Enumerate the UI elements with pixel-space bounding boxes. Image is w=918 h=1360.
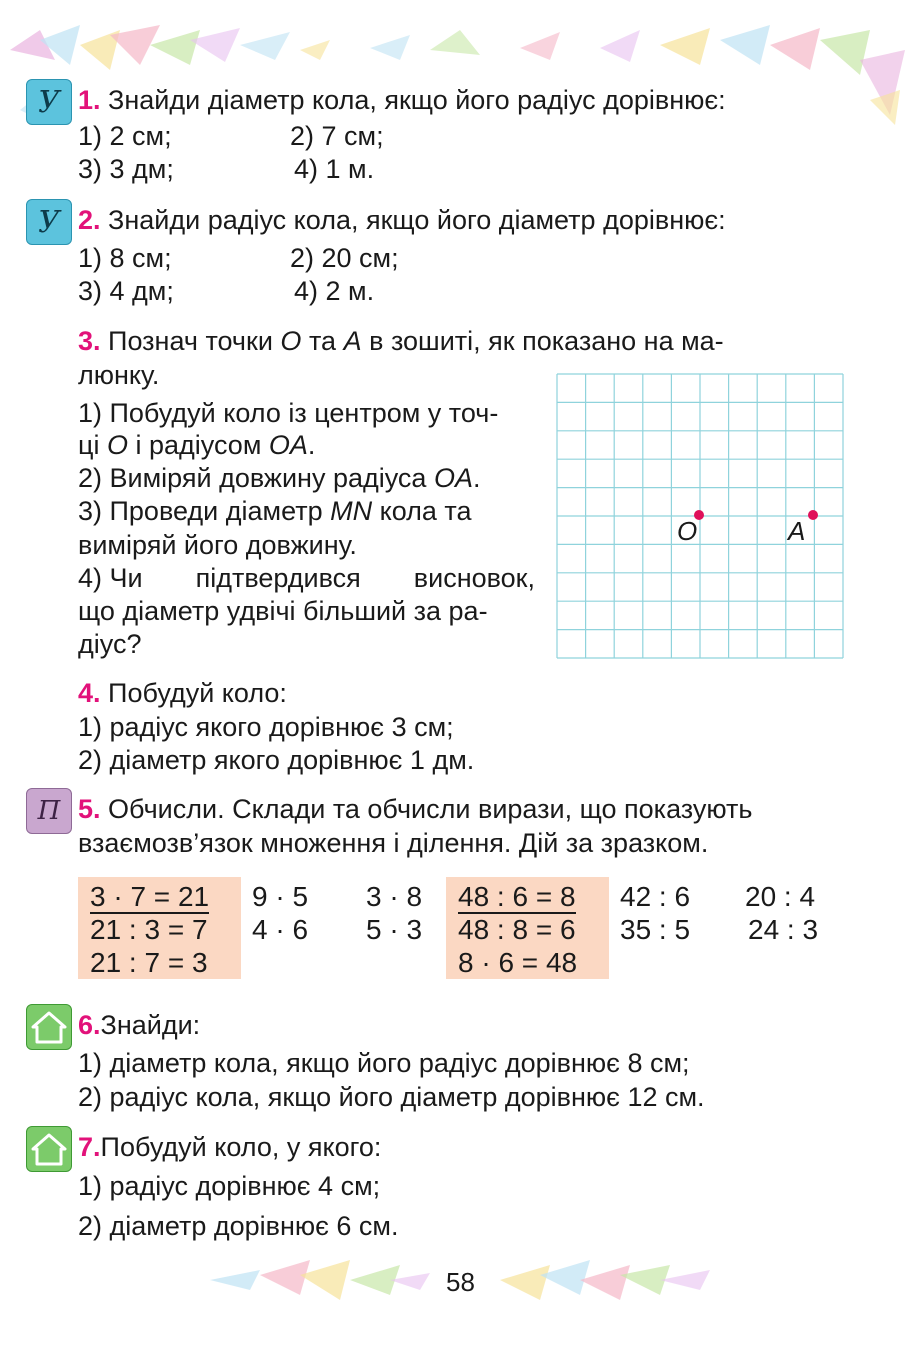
step-3a-text-2: кола та — [379, 496, 472, 526]
exercise-7-badge — [26, 1126, 72, 1172]
task-20div4: 20 : 4 — [745, 881, 816, 912]
exercise-1-title — [78, 83, 726, 117]
exercise-4-title — [78, 676, 287, 710]
house-icon — [27, 1005, 71, 1049]
sample-2-line-1 — [458, 880, 576, 913]
exercise-4-text: Побудуй коло: — [108, 678, 287, 708]
exercise-5-number: 5. — [78, 794, 101, 824]
exercise-3-text-3: в зошиті, як показано на ма- — [369, 326, 724, 356]
exercise-1-number: 1. — [78, 85, 101, 115]
grid-label-o: O — [677, 516, 698, 546]
sample-1-line-1 — [90, 880, 209, 913]
exercise-3-step-4b: що діаметр удвічі більший за ра- — [78, 596, 488, 626]
exercise-2-option-2: 2) 20 см; — [290, 243, 399, 273]
task-42div6: 42 : 6 — [620, 881, 691, 912]
exercise-6-step-2: 2) радіус кола, якщо його діаметр дорівнює 12 см. — [78, 1082, 705, 1112]
exercise-6-step-1: 1) діаметр кола, якщо його радіус дорівнює 8 см; — [78, 1048, 690, 1078]
sample-2-eq-1: 48 : 6 = 8 — [458, 881, 576, 912]
exercise-4-number: 4. — [78, 678, 101, 708]
exercise-3-step-4a — [78, 561, 535, 595]
letter-p-icon: П — [37, 796, 61, 826]
exercise-2-number: 2. — [78, 205, 101, 235]
exercise-3-step-2 — [78, 461, 481, 495]
step-3a-diameter-mn: MN — [330, 496, 373, 526]
exercise-7-title — [78, 1130, 381, 1164]
point-a-dot — [808, 510, 818, 520]
exercise-3-step-1a: 1) Побудуй коло із центром у точ- — [78, 398, 499, 428]
step-1b-segment-oa: OA — [268, 430, 308, 460]
exercise-6-badge — [26, 1004, 72, 1050]
exercise-6-number: 6. — [78, 1010, 101, 1040]
grid-label-a: A — [788, 516, 806, 546]
sample-2-line-2: 48 : 8 = 6 — [458, 914, 576, 945]
exercise-3-title-line-2: люнку. — [78, 360, 160, 390]
exercise-1-option-3: 3) 3 дм; — [78, 154, 174, 184]
task-3x8: 3 · 8 — [366, 881, 423, 912]
exercise-5-title-1 — [78, 792, 752, 826]
sample-1-line-2: 21 : 3 = 7 — [90, 914, 208, 945]
exercise-1-badge — [26, 79, 72, 125]
exercise-1-option-1: 1) 2 см; — [78, 121, 172, 151]
letter-u-icon: У — [38, 84, 60, 120]
exercise-2-text: Знайди радіус кола, якщо його діаметр дорівнює: — [108, 205, 726, 235]
exercise-3-step-3b: виміряй його довжину. — [78, 530, 357, 560]
exercise-3-text-2: та — [308, 326, 337, 356]
exercise-3-title — [78, 324, 724, 358]
exercise-6-title — [78, 1008, 200, 1042]
point-o-label: O — [280, 326, 302, 356]
exercise-4-step-1: 1) радіус якого дорівнює 3 см; — [78, 712, 454, 742]
exercise-3-text-1: Познач точки — [108, 326, 273, 356]
exercise-2-option-3: 3) 4 дм; — [78, 276, 174, 306]
step-2-period: . — [472, 463, 481, 493]
exercise-4-step-2: 2) діаметр якого дорівнює 1 дм. — [78, 745, 475, 775]
step-4a-word-2: підтвердився — [195, 563, 361, 593]
task-35div5: 35 : 5 — [620, 914, 691, 945]
exercise-2-option-1: 1) 8 см; — [78, 243, 172, 273]
exercise-7-step-2: 2) діаметр дорівнює 6 см. — [78, 1211, 399, 1241]
exercise-3-step-1b — [78, 428, 315, 462]
step-4a-word-3: висновок, — [413, 563, 535, 593]
exercise-6-text: Знайди: — [100, 1010, 201, 1040]
sample-1-eq-1: 3 · 7 = 21 — [90, 881, 210, 912]
step-1b-point-o: O — [106, 430, 128, 460]
exercise-2-option-4: 4) 2 м. — [294, 276, 375, 306]
task-5x3: 5 · 3 — [366, 914, 423, 945]
sample-1-line-3: 21 : 7 = 3 — [90, 947, 208, 978]
exercise-7-text: Побудуй коло, у якого: — [100, 1132, 382, 1162]
step-3a-text: 3) Проведи діаметр — [78, 496, 323, 526]
step-1b-period: . — [307, 430, 316, 460]
exercise-2-badge — [26, 199, 72, 245]
step-1b-text-2: і радіусом — [135, 430, 262, 460]
sample-2-line-3: 8 · 6 = 48 — [458, 947, 578, 978]
exercise-3-number: 3. — [78, 326, 101, 356]
task-9x5: 9 · 5 — [252, 881, 309, 912]
exercise-3-step-4c: діус? — [78, 629, 142, 659]
page-number: 58 — [446, 1267, 475, 1297]
exercise-1-option-2: 2) 7 см; — [290, 121, 384, 151]
exercise-1-text: Знайди діаметр кола, якщо його радіус дорівнює: — [108, 85, 726, 115]
exercise-1-option-4: 4) 1 м. — [294, 154, 375, 184]
house-icon — [27, 1127, 71, 1171]
exercise-3-step-3a — [78, 494, 472, 528]
exercise-5-title-2: взаємозв’язок множення і ділення. Дій за зразком. — [78, 828, 709, 858]
task-4x6: 4 · 6 — [252, 914, 309, 945]
point-a-label: A — [343, 326, 362, 356]
step-2-segment-oa: OA — [433, 463, 473, 493]
task-24div3: 24 : 3 — [748, 914, 819, 945]
step-1b-text: ці — [78, 430, 100, 460]
exercise-7-number: 7. — [78, 1132, 101, 1162]
exercise-5-badge — [26, 788, 72, 834]
letter-u-icon: У — [38, 204, 60, 240]
exercise-5-text-1: Обчисли. Склади та обчисли вирази, що показують — [108, 794, 753, 824]
exercise-2-title — [78, 203, 726, 237]
step-2-text: 2) Виміряй довжину радіуса — [78, 463, 427, 493]
step-4a-word-1: 4) Чи — [78, 563, 143, 593]
exercise-7-step-1: 1) радіус дорівнює 4 см; — [78, 1171, 381, 1201]
